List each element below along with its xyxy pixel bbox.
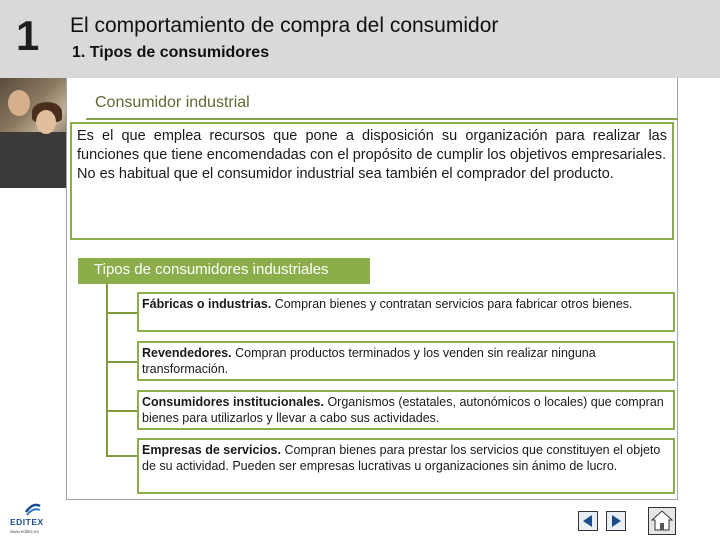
header-band: [0, 0, 720, 78]
type-item-description: Compran bienes para prestar los servicios que constituyen el objeto de su actividad. Pueden ser empresas lucrativas u organizaciones sin ánimo de lucro.: [142, 443, 661, 473]
definition-paragraph: No es habitual que el consumidor industrial sea también el comprador del producto.: [77, 166, 614, 182]
logo-mark-icon: [24, 500, 42, 516]
type-item-revendedores: [137, 341, 675, 381]
page-title: El comportamiento de compra del consumidor: [70, 14, 499, 37]
logo-url: www.editex.es: [10, 529, 39, 534]
tree-connector: [106, 455, 137, 457]
type-item-description: Compran bienes y contratan servicios para fabricar otros bienes.: [271, 297, 633, 311]
unit-number: 1: [16, 12, 40, 59]
section-label: Consumidor industrial: [95, 94, 250, 111]
type-item-name: Consumidores institucionales.: [142, 395, 324, 409]
type-item-name: Revendedores.: [142, 346, 232, 360]
section-underline: [86, 118, 678, 120]
type-item-institucionales: [137, 390, 675, 430]
type-item-name: Empresas de servicios.: [142, 443, 281, 457]
types-header: Tipos de consumidores industriales: [78, 258, 370, 284]
tree-connector: [106, 284, 108, 456]
page-subtitle: 1. Tipos de consumidores: [72, 44, 270, 61]
tree-connector: [106, 361, 137, 363]
type-item-name: Fábricas o industrias.: [142, 297, 272, 311]
logo-text: EDITEX: [10, 517, 44, 527]
type-item-fabricas: [137, 292, 675, 332]
definition-paragraph: Es el que emplea recursos que pone a disposición su organización para realizar las funciones que tiene encomendadas con el propósito de cumplir los objetivos empresariales.: [77, 128, 667, 163]
editex-logo: [8, 500, 58, 538]
arrow-right-icon: [609, 514, 623, 528]
definition-box: [70, 122, 674, 240]
type-item-description: Organismos (estatales, autonómicos o locales) que compran bienes para utilizarlos y llevar a cabo sus actividades.: [142, 395, 664, 425]
arrow-left-icon: [581, 514, 595, 528]
prev-button[interactable]: [578, 511, 598, 531]
type-item-servicios: [137, 438, 675, 494]
tree-connector: [106, 410, 137, 412]
people-photo: [0, 78, 66, 188]
home-button[interactable]: [648, 507, 676, 535]
next-button[interactable]: [606, 511, 626, 531]
home-icon: [649, 508, 675, 534]
type-item-description: Compran productos terminados y los venden sin realizar ninguna transformación.: [142, 346, 596, 376]
tree-connector: [106, 312, 137, 314]
